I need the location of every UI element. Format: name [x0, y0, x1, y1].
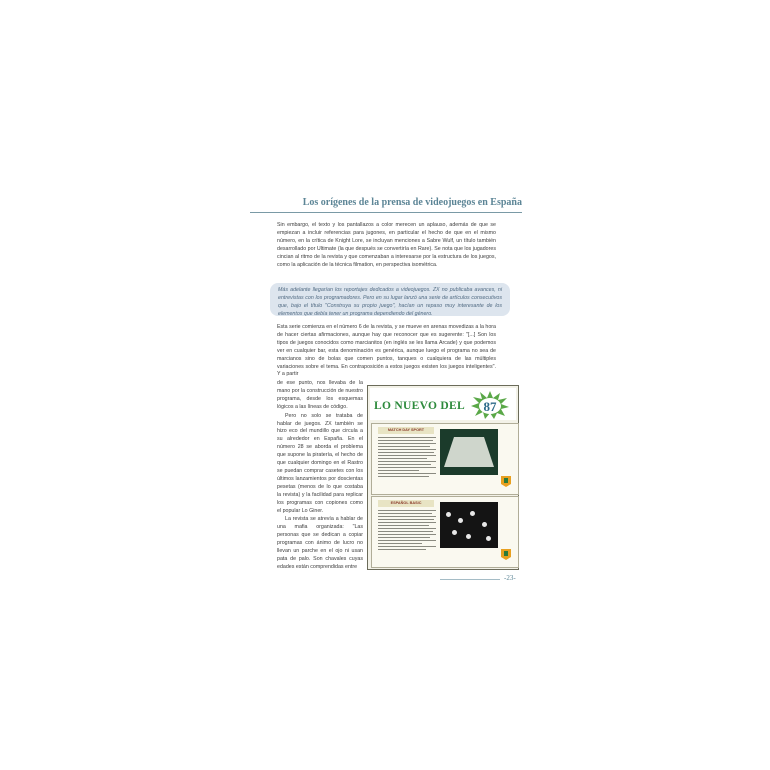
section-2-title: ESPAÑOL BASIC	[378, 500, 434, 507]
narrow-paragraph-2: Pero no solo se trataba de hablar de juegos. ZX también se hizo eco del mundillo que circula a su alrededor en España. En el número 28 se aborda el problema que supone la piratería, el hecho de que cualquier domingo en el Rastro se puedan comprar casetes con los últimos lanzamientos por doscientas pesetas (menos de lo que costaba la revista) y la facilidad para replicar los programas con copiones como el popular Lo Giner.	[277, 412, 363, 514]
callout-text: Más adelante llegarían los reportajes dedicados a videojuegos. ZX no publicaba avances, ni entrevistas con los programadores. Pero en su lugar lanzó una serie de artículos consecutivos que, bajo el título "Construya su propio juego", hacían un repaso muy interesante de los elementos que debía tener un programa dependiendo del género.	[278, 287, 502, 317]
paragraph-2: Esta serie comienza en el número 6 de la revista, y se mueve en arenas movedizas a la hora de hacer ciertas afirmaciones, aunque hay que reconocer que es sugerente: "[...] Son los tipos de juegos conocidos como marcianitos (en inglés se les llama Arcade) y que podemos ver en cualquier bar, esta denominación es genérica, aunque luego el programa no sea de marcianos sino de bolas que comen puntos, tanques o cualquiera de las múltiples variaciones sobre el tema. En contraposición a estos juegos existen los juegos inteligentes". Y a partir	[277, 324, 496, 378]
section-2-text-lines	[378, 510, 436, 552]
magazine-section-1	[371, 423, 519, 495]
game-screenshot	[440, 502, 498, 548]
publisher-logo-icon-2	[498, 547, 514, 561]
publisher-logo-icon	[498, 474, 514, 488]
narrow-column	[277, 380, 363, 572]
court-graphic	[444, 437, 494, 467]
page-number: -23-	[504, 574, 516, 582]
running-header: Los orígenes de la prensa de videojuegos en España	[302, 197, 522, 208]
section-1-title: MATCH DAY SPORT	[378, 427, 434, 434]
magazine-header	[370, 388, 516, 420]
magazine-page-image	[367, 385, 519, 570]
footer-rule	[440, 579, 500, 580]
year-text: 87	[483, 399, 497, 414]
paragraph-1: Sin embargo, el texto y los pantallazos a color merecen un aplauso, además de que se empiezan a incluir referencias para jugones, en particular el hecho de que en el mismo número, en la crítica de Knight Lore, se incluyan menciones a Sabre Wulf, un título también desarrollado por Ultimate (la que después se convertiría en Rare). Se nota que los jugadores cincian al ritmo de la revista y que comenzaban a interesarse por la estructura de los juegos, como la aplicación de la técnica filmation, en perspectiva isométrica.	[277, 222, 496, 268]
magazine-title: LO NUEVO DEL	[374, 400, 465, 412]
callout-box	[270, 283, 510, 316]
header-rule	[250, 212, 522, 213]
magazine-section-2	[371, 496, 519, 568]
year-burst-icon	[470, 390, 510, 420]
narrow-paragraph-3: La revista se atrevía a hablar de una mafia organizada: "Las personas que se dedican a copiar programas con ánimo de lucro no llevan un parche en el ojo ni usan pata de palo. Son chavales cuyas edades están comprendidas entre	[277, 516, 363, 570]
narrow-paragraph-1: de ese punto, nos llevaba de la mano por la construcción de nuestro programa, desde los esquemas lógicos a las líneas de código.	[277, 380, 363, 410]
section-1-text-lines	[378, 437, 436, 479]
tennis-screenshot	[440, 429, 498, 475]
